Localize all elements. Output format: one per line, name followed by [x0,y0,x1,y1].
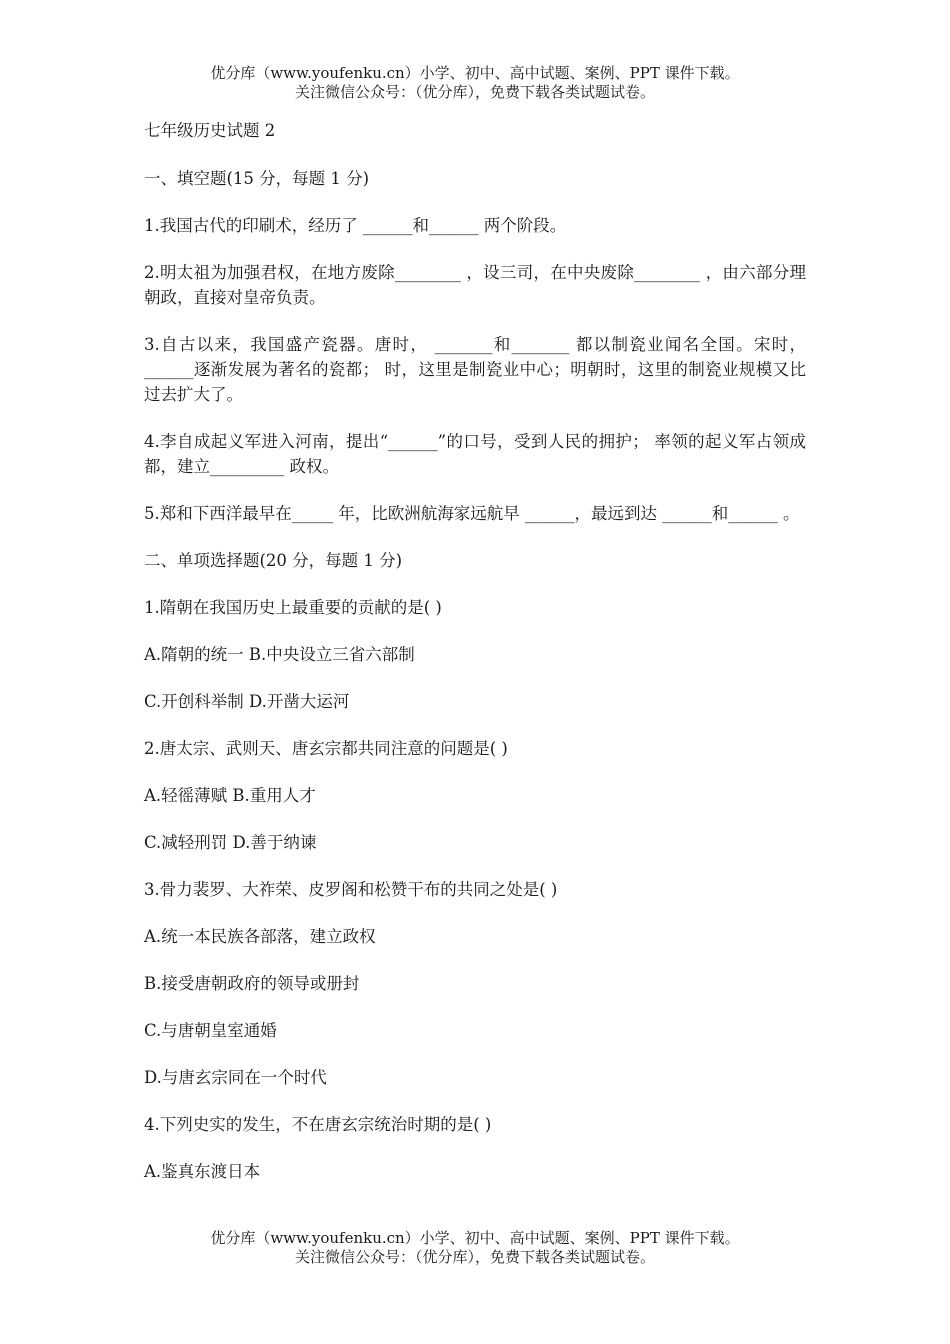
header-line-2: 关注微信公众号：（优分库），免费下载各类试题试卷。 [294,83,655,101]
choice-option: A.统一本民族各部落，建立政权 [144,927,376,946]
choice-question-2: 2.唐太宗、武则天、唐玄宗都共同注意的问题是( ) [144,739,508,758]
section-heading-fill: 一、填空题(15 分，每题 1 分) [144,169,370,188]
document-title: 七年级历史试题 2 [144,121,276,140]
choice-question-1: 1.隋朝在我国历史上最重要的贡献的是( ) [144,598,442,617]
footer-line-2: 关注微信公众号：（优分库），免费下载各类试题试卷。 [294,1248,655,1266]
choice-option: A.隋朝的统一 B.中央设立三省六部制 [144,645,415,664]
page-header [0,64,950,102]
footer-line-1: 优分库（www.youfenku.cn）小学、初中、高中试题、案例、PPT 课件下载。 [210,1229,740,1247]
fill-question-1: 1.我国古代的印刷术，经历了 ______和______ 两个阶段。 [144,216,567,235]
document-body [144,118,806,1206]
choice-question-4: 4.下列史实的发生，不在唐玄宗统治时期的是( ) [144,1115,492,1134]
choice-option: C.减轻刑罚 D.善于纳谏 [144,833,317,852]
fill-question-2: 2.明太祖为加强君权，在地方废除________ ，设三司，在中央废除________ ，由六部分理朝政，直接对皇帝负责。 [144,263,806,307]
choice-option: A.轻徭薄赋 B.重用人才 [144,786,316,805]
page-footer [0,1229,950,1267]
fill-question-3: 3.自古以来，我国盛产瓷器。唐时， _______和_______ 都以制瓷业闻名全国。宋时，______逐渐发展为著名的瓷都； 时，这里是制瓷业中心；明朝时，这里的制瓷业规模又比过去扩大了。 [144,335,806,404]
choice-option: D.与唐玄宗同在一个时代 [144,1068,327,1087]
choice-option: C.开创科举制 D.开凿大运河 [144,692,350,711]
choice-question-3: 3.骨力裴罗、大祚荣、皮罗阁和松赞干布的共同之处是( ) [144,880,558,899]
fill-question-5: 5.郑和下西洋最早在_____ 年，比欧洲航海家远航早 ______，最远到达 ______和______ 。 [144,504,800,523]
choice-option: B.接受唐朝政府的领导或册封 [144,974,360,993]
section-heading-choice: 二、单项选择题(20 分，每题 1 分) [144,551,403,570]
choice-option: A.鉴真东渡日本 [144,1162,261,1181]
fill-question-4: 4.李自成起义军进入河南，提出“______”的口号，受到人民的拥护； 率领的起义军占领成都，建立_________ 政权。 [144,432,806,476]
choice-option: C.与唐朝皇室通婚 [144,1021,277,1040]
header-line-1: 优分库（www.youfenku.cn）小学、初中、高中试题、案例、PPT 课件下载。 [210,64,740,82]
